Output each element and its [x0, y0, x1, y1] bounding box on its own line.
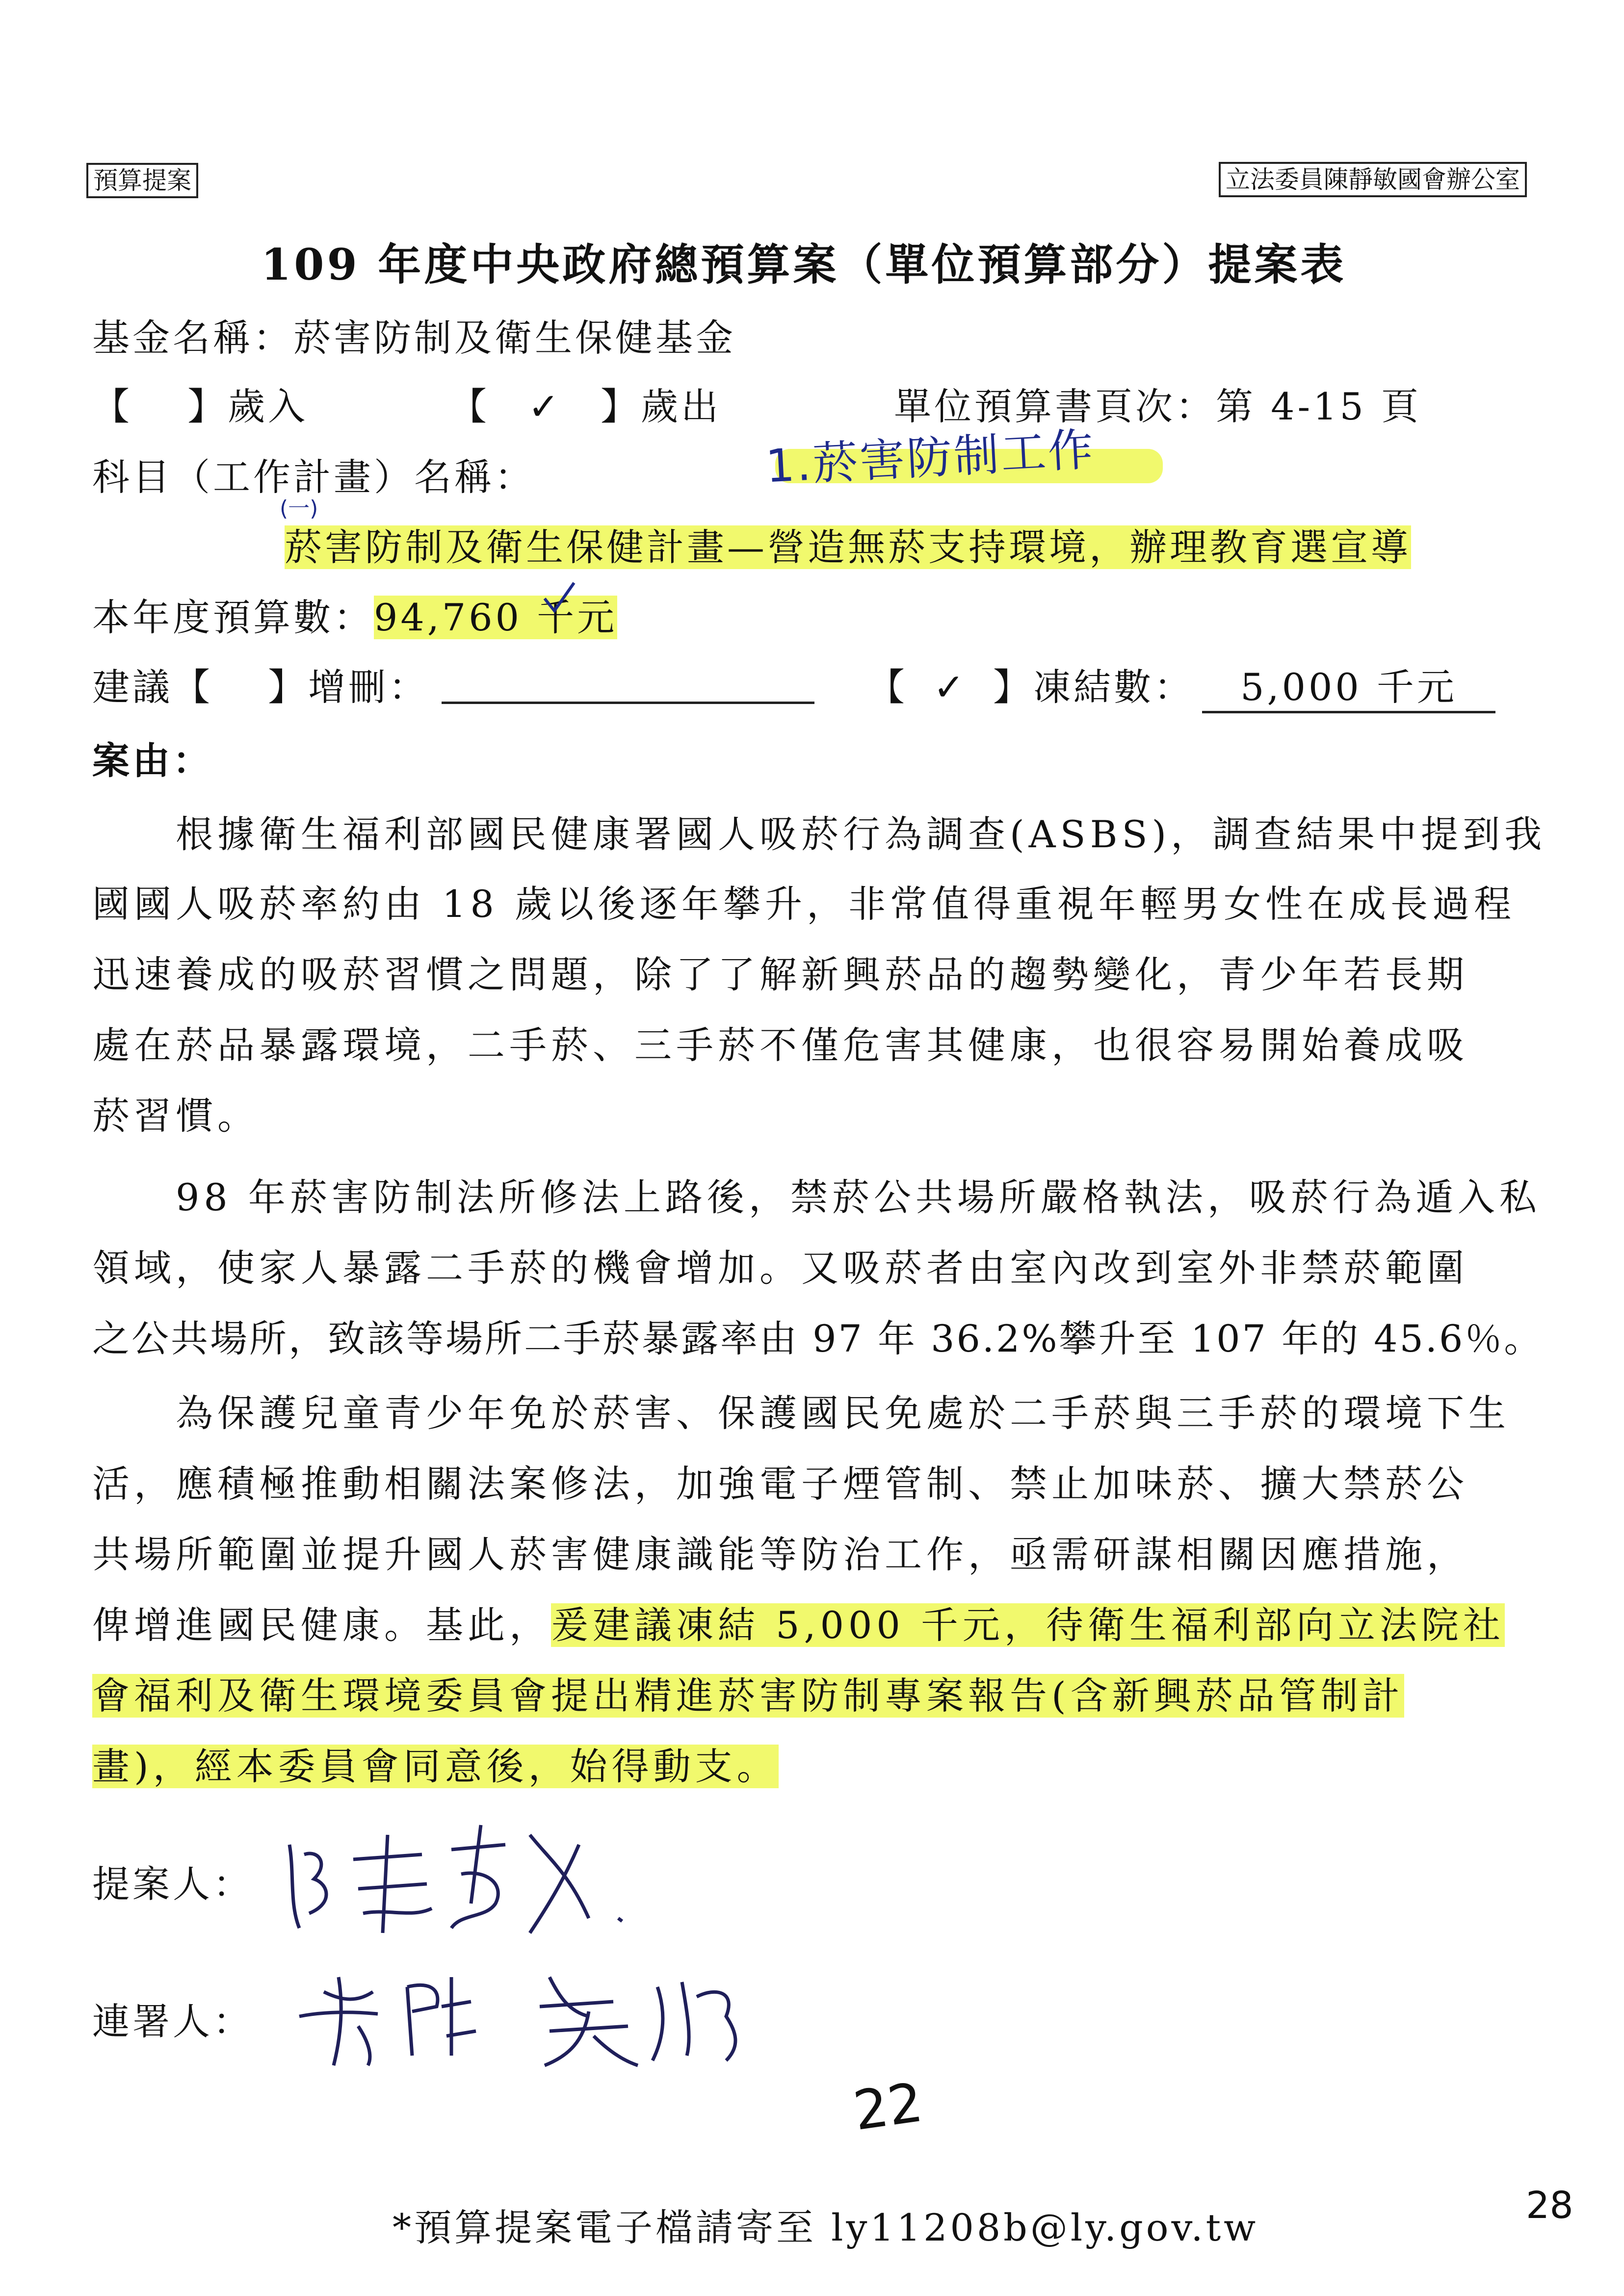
reason-line: 處在菸品暴露環境，二手菸、三手菸不僅危害其健康，也很容易開始養成吸	[92, 1023, 1468, 1067]
budget-label: 本年度預算數：	[92, 596, 374, 639]
reason-line-13	[92, 1666, 1404, 1720]
handwritten-check-icon	[540, 579, 579, 618]
revenue-checkbox: 【 】	[92, 385, 228, 428]
page-reference: 單位預算書頁次：第 4-15 頁	[894, 385, 1422, 428]
suggestion-label: 建議【 】增刪：	[92, 665, 429, 709]
email-note: *預算提案電子檔請寄至 ly11208b@ly.gov.tw	[393, 2206, 1259, 2249]
freeze-amount: 5,000 千元	[1202, 657, 1495, 713]
freeze-check-icon: ✓	[933, 665, 968, 709]
budget-proposal-tag: 預算提案	[86, 163, 198, 198]
reason-line: 之公共場所，致該等場所二手菸暴露率由 97 年 36.2%攀升至 107 年的 45.6％。	[92, 1317, 1544, 1360]
reason-line: 迅速養成的吸菸習慣之問題，除了了解新興菸品的趨勢變化，青少年若長期	[92, 953, 1468, 996]
fund-name: 菸害防制及衛生保健基金	[293, 316, 736, 360]
reason-line-highlight: 爰建議凍結 5,000 千元，待衛生福利部向立法院社	[551, 1603, 1505, 1647]
type-row	[92, 377, 308, 430]
plan-name-row	[285, 518, 1411, 571]
cosigner-label: 連署人：	[92, 2000, 253, 2043]
fund-row	[92, 308, 736, 362]
proposer-label: 提案人：	[92, 1862, 253, 1906]
budget-amount: 94,760 千元	[374, 596, 618, 639]
expense-checkbox-close: 】	[601, 385, 641, 428]
reason-line: 活，應積極推動相關法案修法，加強電子煙管制、禁止加味菸、擴大禁菸公	[92, 1462, 1468, 1506]
reason-line: 菸習慣。	[92, 1094, 259, 1138]
expense-check-icon: ✓	[528, 385, 562, 428]
handwritten-item-annotation: 1.菸害防制工作	[764, 423, 1097, 493]
budget-row	[92, 588, 617, 641]
reason-line: 共場所範圍並提升國人菸害健康識能等防治工作，亟需研謀相關因應措施，	[92, 1533, 1468, 1576]
revenue-label: 歲入	[228, 385, 309, 428]
fund-label: 基金名稱：	[92, 316, 293, 360]
freeze-label: 】凍結數：	[993, 665, 1195, 709]
plan-name: 菸害防制及衛生保健計畫—營造無菸支持環境，辦理教育選宣導	[285, 525, 1411, 569]
office-tag: 立法委員陳靜敏國會辦公室	[1219, 162, 1527, 197]
reason-line: 為保護兒童青少年免於菸害、保護國民免處於二手菸與三手菸的環境下生	[92, 1391, 1510, 1435]
form-title: 109 年度中央政府總預算案（單位預算部分）提案表	[261, 239, 1347, 290]
freeze-checkbox-open: 【	[867, 665, 908, 709]
reason-line: 98 年菸害防制法所修法上路後，禁菸公共場所嚴格執法，吸菸行為遁入私	[92, 1175, 1541, 1219]
handwritten-page-mark: 28	[1526, 2183, 1573, 2227]
expense-checkbox-open: 【	[449, 385, 490, 428]
reason-line-plain: 俾增進國民健康。基此，	[92, 1603, 551, 1647]
reason-line-highlight: 會福利及衛生環境委員會提出精進菸害防制專案報告(含新興菸品管制計	[92, 1674, 1404, 1718]
reason-line: 領域，使家人暴露二手菸的機會增加。又吸菸者由室內改到室外非禁菸範圍	[92, 1246, 1468, 1290]
cosigner-signatures	[294, 1957, 785, 2075]
reason-heading: 案由：	[92, 739, 213, 783]
reason-line: 國國人吸菸率約由 18 歲以後逐年攀升，非常值得重視年輕男女性在成長過程	[92, 882, 1516, 926]
reason-line-12	[92, 1595, 1505, 1649]
expense-group	[449, 377, 721, 430]
proposer-signature	[275, 1815, 677, 1943]
increase-decrease-blank	[442, 702, 814, 704]
subject-label: 科目（工作計畫）名稱：	[92, 455, 535, 499]
expense-label: 歲出	[641, 385, 722, 428]
handwritten-mark: 22	[849, 2070, 927, 2143]
reason-line-highlight: 畫)，經本委員會同意後，始得動支。	[92, 1745, 779, 1788]
reason-line-14	[92, 1737, 779, 1790]
freeze-group	[867, 657, 1194, 711]
reason-line: 根據衛生福利部國民健康署國人吸菸行為調查(ASBS)，調查結果中提到我	[92, 812, 1546, 856]
handwritten-number-annotation: (一)	[280, 496, 318, 521]
